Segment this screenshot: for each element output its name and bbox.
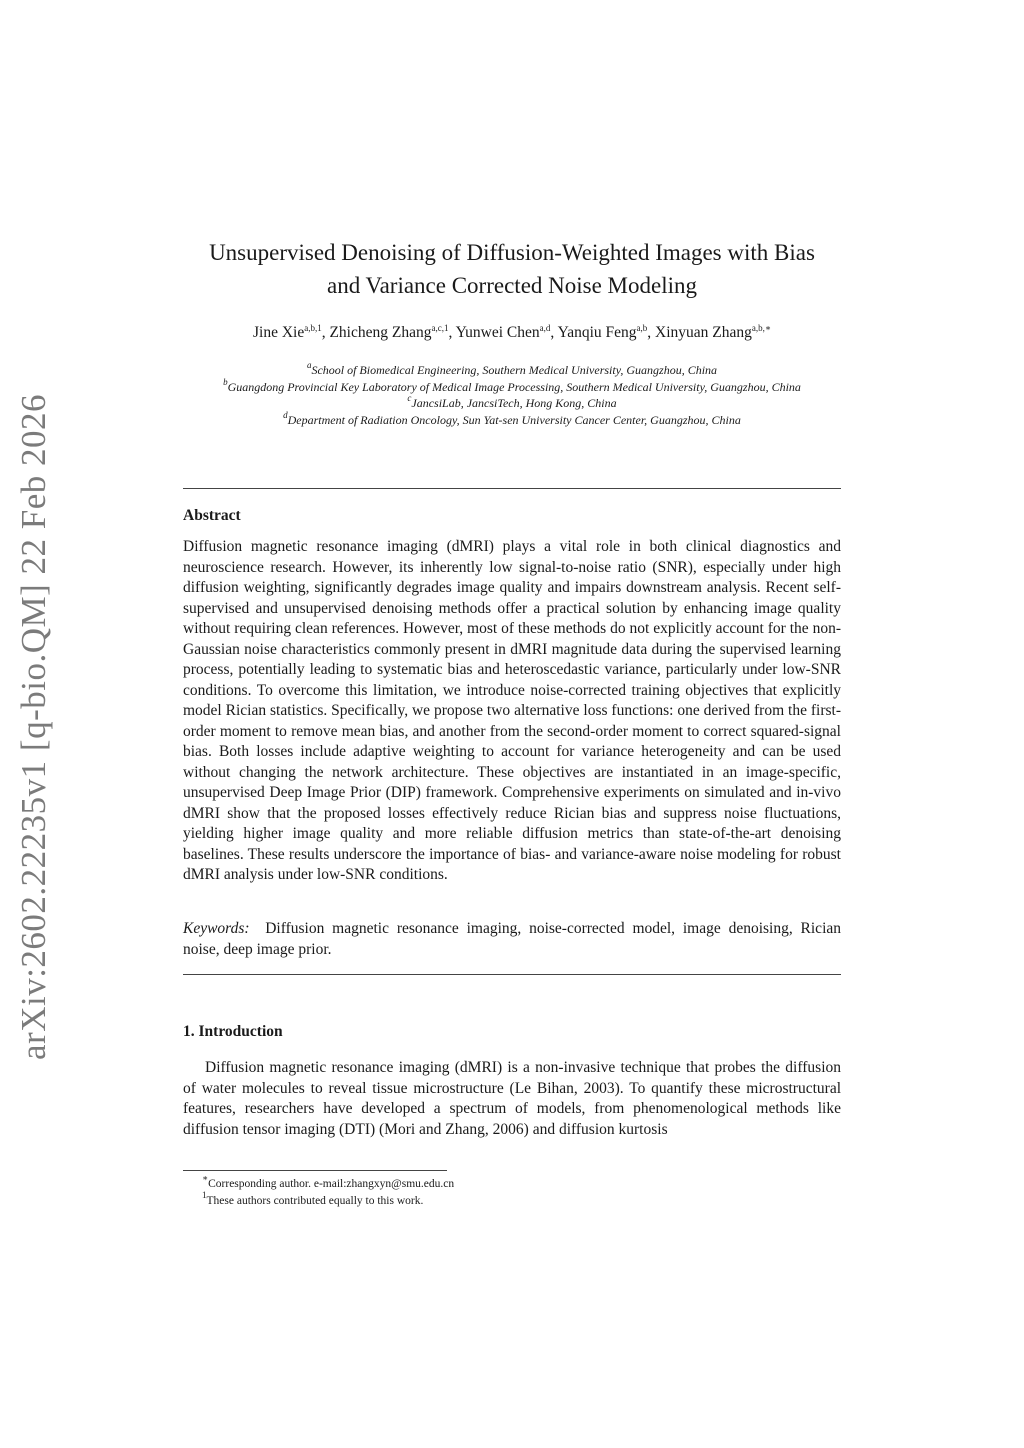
introduction-heading: 1. Introduction [183,1023,283,1040]
affiliation-text: Guangdong Provincial Key Laboratory of Medical Image Processing, Southern Medical University, Guangzhou, China [227,379,801,394]
affiliation-text: School of Biomedical Engineering, Southern Medical University, Guangzhou, China [311,363,718,377]
author-affiliation-marks: a,b [636,323,648,333]
keywords-text: Diffusion magnetic resonance imaging, noise-corrected model, image denoising, Rician noise, deep image prior. [183,920,841,958]
affiliation-mark: b [223,376,228,387]
author-affiliation-marks: a,d [539,323,551,333]
title-line-1: Unsupervised Denoising of Diffusion-Weighted Images with Bias [209,240,815,265]
footnote-mark: ∗ [202,1173,209,1183]
footnote-rule [183,1170,447,1171]
affiliation-mark: c [407,393,412,403]
title-line-2: and Variance Corrected Noise Modeling [326,273,697,298]
affiliation-mark: a [306,360,312,370]
author-name: Jine Xie [252,324,305,341]
author-affiliation-marks: a,b,∗ [751,323,771,333]
abstract-top-rule [183,488,841,489]
author-affiliation-marks: a,c,1 [431,323,449,333]
affiliation-item [130,376,894,396]
author-name: Yunwei Chen [455,324,540,341]
author-name: Yanqiu Feng [557,324,637,341]
footnote-item [202,1190,454,1210]
introduction-paragraph: Diffusion magnetic resonance imaging (dMRI) is a non-invasive technique that probes the diffusion of water molecules to reveal tissue microstructure (Le Bihan, 2003). To quantify these microstructural features, researchers have developed a spectrum of models, from phenomenological methods like diffusion tensor imaging (DTI) (Mori and Zhang, 2006) and diffusion kurtosis [183,1059,841,1138]
affiliation-item [130,395,894,412]
author-affiliation-marks: a,b,1 [304,323,322,333]
affiliation-text: JancsiLab, JancsiTech, Hong Kong, China [411,396,617,410]
abstract-text: Diffusion magnetic resonance imaging (dMRI) plays a vital role in both clinical diagnostics and neuroscience research. However, its inherently low signal-to-noise ratio (SNR), especially under high diffusion weighting, significantly degrades image quality and impairs downstream analysis. Recent self-supervised and unsupervised denoising methods offer a practical solution by enhancing image quality without requiring clean references. However, most of these methods do not explicitly account for the non-Gaussian noise characteristics commonly present in dMRI magnitude data during the supervised learning process, potentially leading to systematic bias and heteroscedastic variance, particularly under low-SNR conditions. To overcome this limitation, we introduce noise-corrected training objectives that explicitly model Rician statistics. Specifically, we propose two alternative loss functions: one derived from the first-order moment to remove mean bias, and another from the second-order moment to correct squared-signal bias. Both losses include adaptive weighting to account for variance heterogeneity and can be used without changing the network architecture. These objectives are instantiated in an image-specific, unsupervised Deep Image Prior (DIP) framework. Comprehensive experiments on simulated and in-vivo dMRI show that the proposed losses effectively reduce Rician bias and suppress noise fluctuations, yielding higher image quality and more reliable diffusion metrics than state-of-the-art denoising baselines. These results underscore the importance of bias- and variance-aware noise modeling for robust dMRI analysis under low-SNR conditions. [183,538,841,883]
arxiv-identifier-stamp: arXiv:2602.22235v1 [q-bio.QM] 22 Feb 2026 [14,393,53,1060]
paper-title [130,236,894,302]
author-list: Jine Xie$^{a,b,1}$, Zhicheng Zhang$^{a,c,1}$, Yunwei Chen$^{a,d}$, Yanqiu Feng$^{a,b}$, Xinyuan Zhang$^{a,b,∗}$ [252,323,771,341]
footnote-item [202,1173,455,1193]
keywords [183,919,841,960]
affiliation-item [130,362,894,379]
keywords-label: Keywords: [183,920,250,937]
abstract-bottom-rule [183,974,841,975]
footnote-text: Corresponding author. e-mail:zhangxyn@smu.edu.cn [208,1178,455,1190]
footnote-mark: 1 [202,1190,207,1200]
author-name: Zhicheng Zhang [329,324,432,341]
footnote-text: These authors contributed equally to this work. [206,1195,424,1207]
affiliation-mark: d [283,409,288,420]
affiliation-text: Department of Radiation Oncology, Sun Yat-sen University Cancer Center, Guangzhou, China [287,412,741,427]
abstract-heading: Abstract [183,507,241,524]
author-name: Xinyuan Zhang [655,324,752,341]
affiliation-item [130,409,894,429]
footnotes [202,1173,455,1210]
affiliation-list [130,362,894,428]
